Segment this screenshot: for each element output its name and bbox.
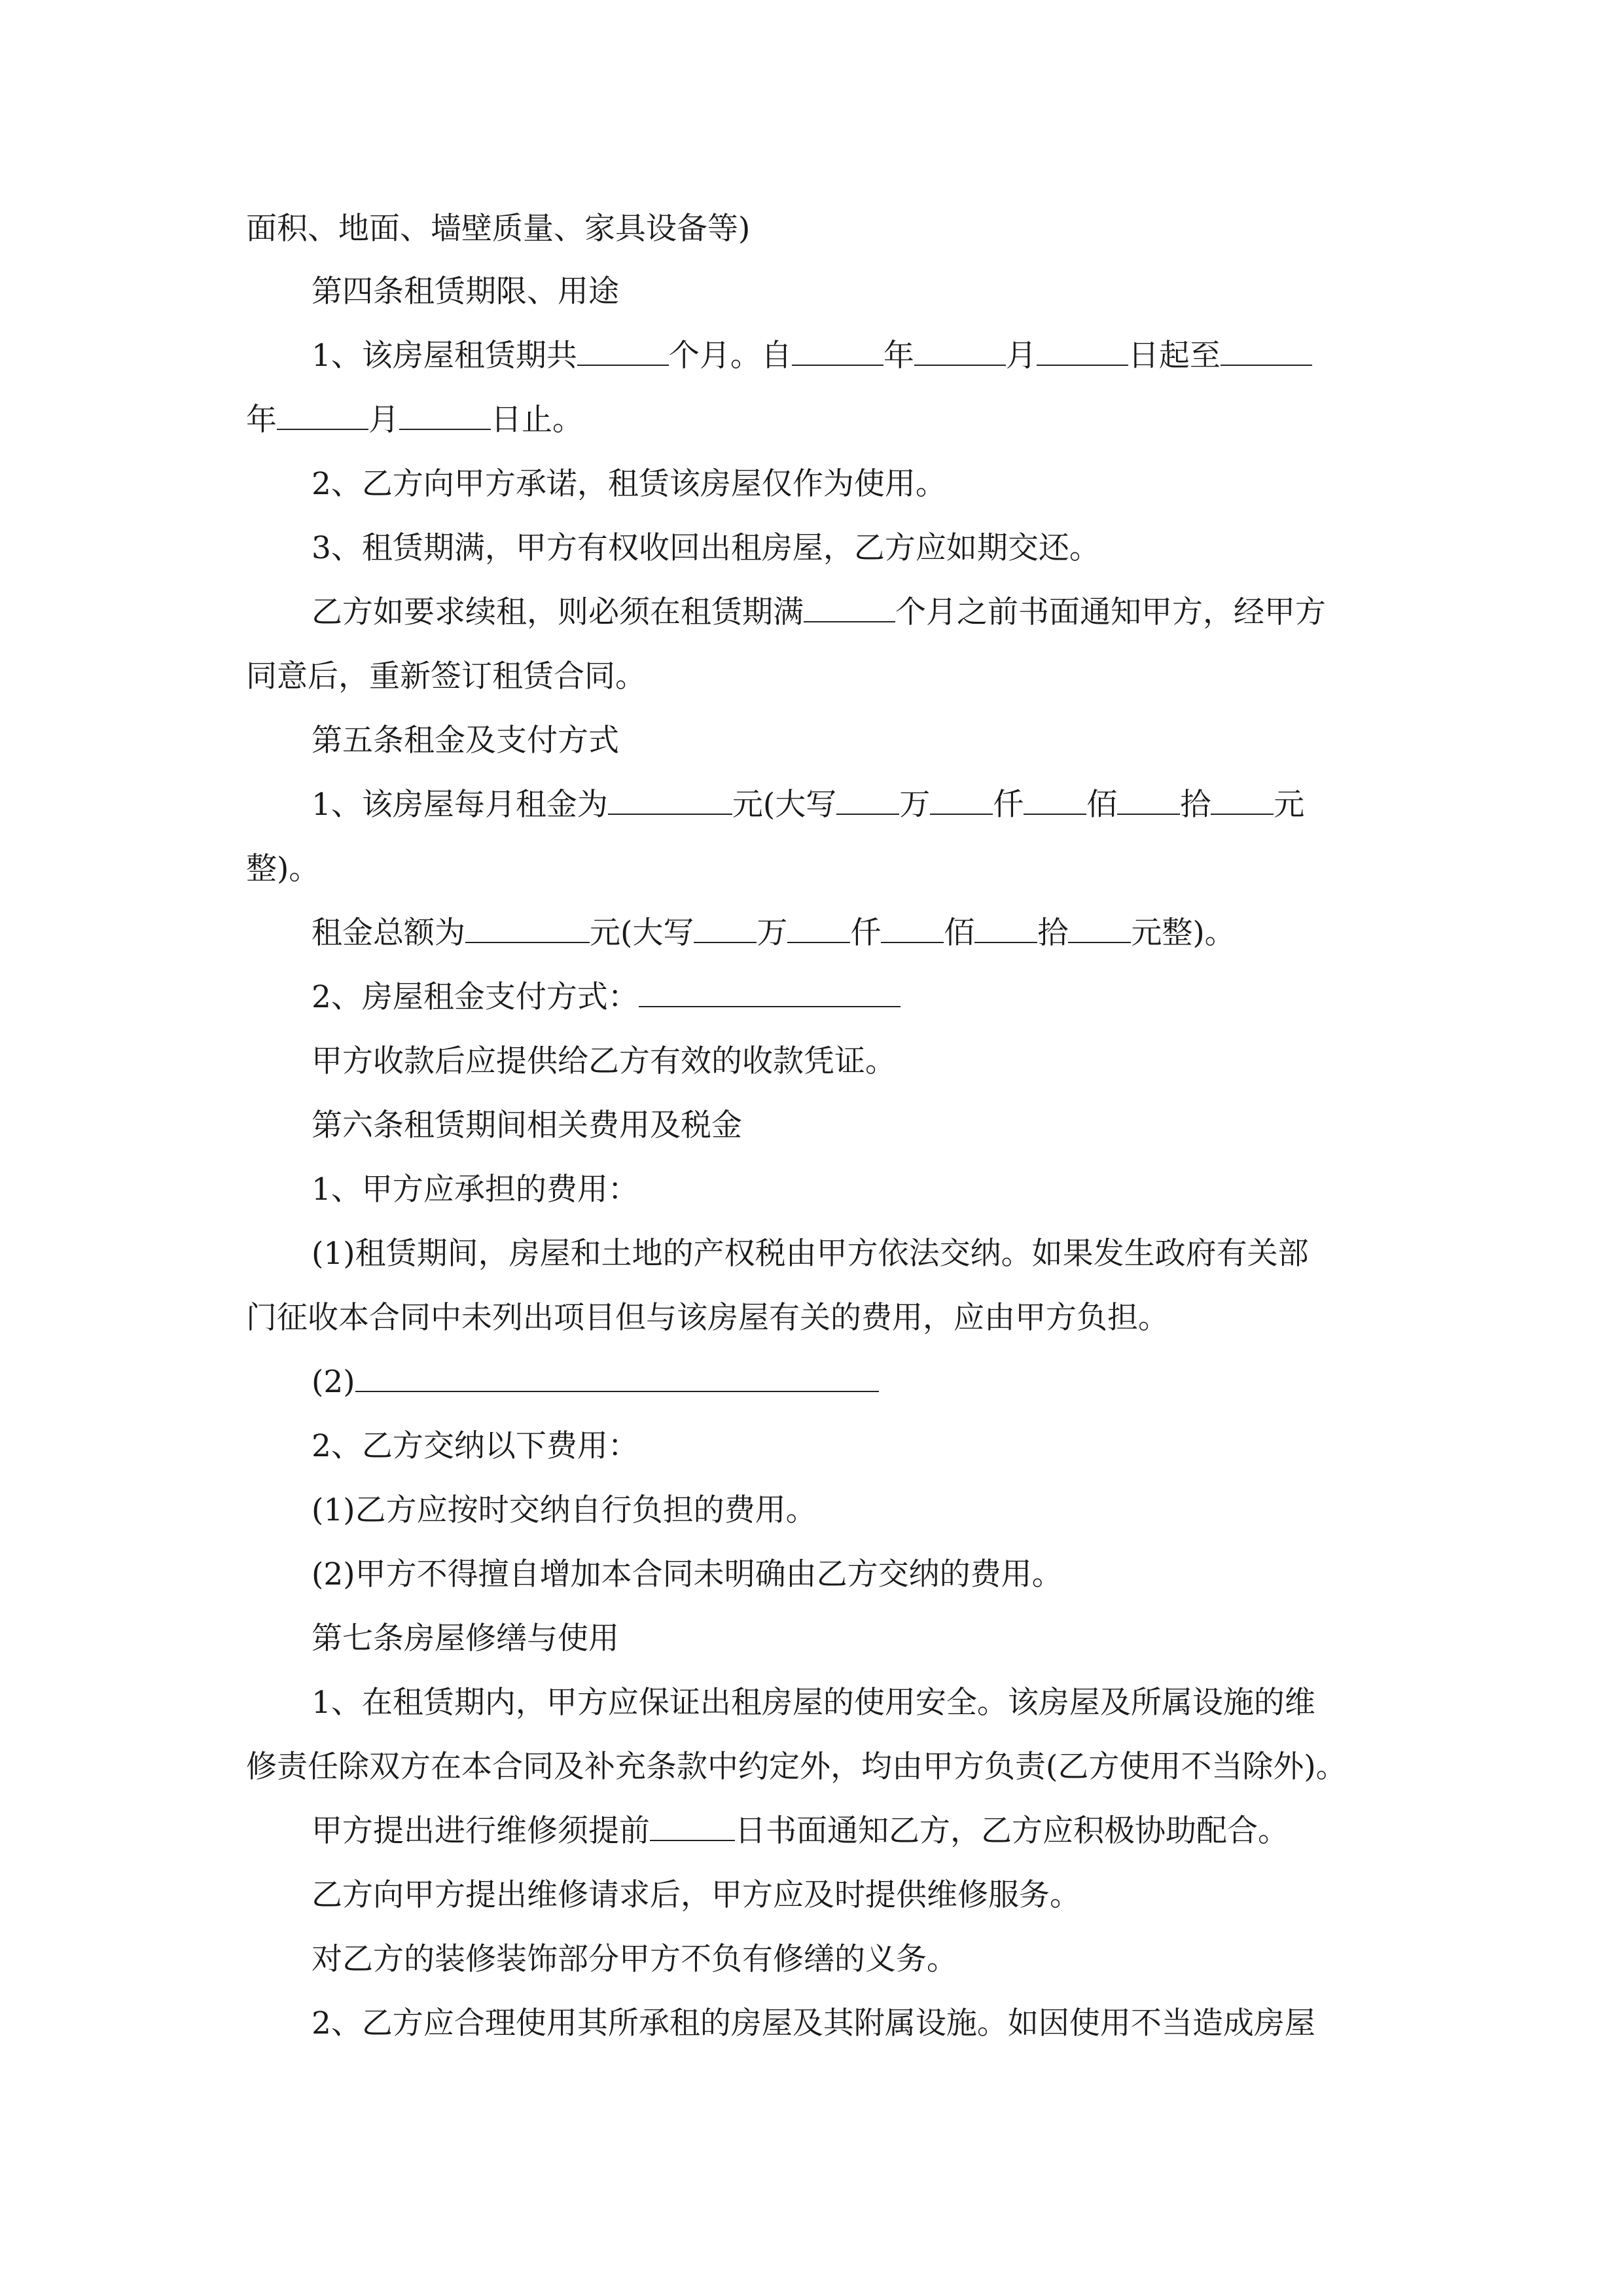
line-text: 日起至 bbox=[1128, 338, 1221, 374]
line-text: 2、乙方应合理使用其所承租的房屋及其附属设施。如因使用不当造成房屋 bbox=[312, 2005, 1315, 2041]
bai-blank bbox=[1024, 785, 1086, 815]
start-day-blank bbox=[1037, 336, 1128, 366]
other-fee-blank bbox=[355, 1362, 879, 1392]
line-text: 整)。 bbox=[246, 851, 320, 887]
line-text: 万 bbox=[899, 787, 931, 823]
text-line-21 bbox=[312, 1490, 1385, 1532]
line-text: 乙方向甲方提出维修请求后，甲方应及时提供维修服务。 bbox=[312, 1877, 1080, 1913]
wan-blank bbox=[836, 785, 899, 815]
total-rent-blank bbox=[465, 913, 590, 943]
heading-text: 第六条租赁期间相关费用及税金 bbox=[312, 1107, 742, 1143]
qian-blank bbox=[930, 785, 993, 815]
end-day-blank bbox=[399, 400, 491, 430]
text-line-16 bbox=[312, 1169, 1385, 1211]
line-text: 甲方提出进行维修须提前 bbox=[312, 1813, 650, 1849]
text-line-26 bbox=[312, 1810, 1385, 1852]
line-text: 仟 bbox=[993, 787, 1024, 823]
line-text: (1)乙方应按时交纳自行负担的费用。 bbox=[312, 1492, 817, 1528]
text-line-14 bbox=[312, 1041, 1385, 1083]
total-qian-blank bbox=[787, 913, 850, 943]
text-line-4 bbox=[246, 399, 1385, 441]
text-line-22 bbox=[312, 1554, 1385, 1596]
text-line-6 bbox=[312, 528, 1385, 569]
line-text: 拾 bbox=[1180, 787, 1211, 823]
line-text: 修责任除双方在本合同及补充条款中约定外，均由甲方负责(乙方使用不当除外)。 bbox=[246, 1749, 1347, 1785]
total-wan-blank bbox=[694, 913, 757, 943]
monthly-rent-blank bbox=[608, 785, 732, 815]
months-blank bbox=[577, 336, 669, 366]
text-line-18 bbox=[246, 1297, 1385, 1339]
line-text: (2)甲方不得擅自增加本合同未明确由乙方交纳的费用。 bbox=[312, 1556, 1063, 1592]
text-line-19 bbox=[312, 1361, 1385, 1403]
heading-text: 第五条租金及支付方式 bbox=[312, 723, 619, 759]
text-line-11 bbox=[246, 848, 1385, 890]
line-text: 元整)。 bbox=[1131, 915, 1236, 951]
text-line-5 bbox=[312, 463, 1385, 505]
article-5-heading bbox=[312, 720, 1385, 762]
line-text: 万 bbox=[757, 915, 788, 951]
line-text: 1、在租赁期内，甲方应保证出租房屋的使用安全。该房屋及所属设施的维 bbox=[312, 1685, 1315, 1721]
line-text: 日书面通知乙方，乙方应积极协助配合。 bbox=[735, 1813, 1289, 1849]
shi-blank bbox=[1117, 785, 1180, 815]
text-line-10 bbox=[312, 784, 1385, 826]
line-text: (2) bbox=[312, 1364, 355, 1400]
start-month-blank bbox=[914, 336, 1006, 366]
article-7-heading bbox=[312, 1618, 1385, 1660]
line-text: 1、该房屋租赁期共 bbox=[312, 338, 577, 374]
repair-notice-days-blank bbox=[650, 1811, 735, 1841]
line-text: 2、房屋租金支付方式： bbox=[312, 979, 639, 1015]
line-text: 面积、地面、墙壁质量、家具设备等) bbox=[246, 211, 751, 247]
line-text: 1、该房屋每月租金为 bbox=[312, 787, 608, 823]
line-text: 3、租赁期满，甲方有权收回出租房屋，乙方应如期交还。 bbox=[312, 530, 1100, 566]
line-text: 个月之前书面通知甲方，经甲方 bbox=[895, 594, 1326, 630]
line-text: 甲方收款后应提供给乙方有效的收款凭证。 bbox=[312, 1043, 896, 1079]
heading-text: 第四条租赁期限、用途 bbox=[312, 274, 619, 310]
line-text: 2、乙方交纳以下费用： bbox=[312, 1428, 639, 1464]
article-4-heading bbox=[312, 271, 1385, 313]
line-text: 个月。自 bbox=[668, 338, 792, 374]
text-line-7 bbox=[312, 592, 1385, 634]
line-text: 仟 bbox=[850, 915, 882, 951]
line-text: 日止。 bbox=[491, 402, 583, 438]
text-line-27 bbox=[312, 1874, 1385, 1916]
total-yuan-blank bbox=[1068, 913, 1131, 943]
line-text: (1)租赁期间，房屋和土地的产权税由甲方依法交纳。如果发生政府有关部 bbox=[312, 1236, 1309, 1272]
line-text: 1、甲方应承担的费用： bbox=[312, 1172, 639, 1208]
line-text: 2、乙方向甲方承诺，租赁该房屋仅作为使用。 bbox=[312, 466, 946, 502]
line-text: 乙方如要求续租，则必须在租赁期满 bbox=[312, 594, 804, 630]
line-text: 同意后，重新签订租赁合同。 bbox=[246, 658, 646, 694]
start-year-blank bbox=[792, 336, 883, 366]
line-text: 年 bbox=[883, 338, 914, 374]
total-bai-blank bbox=[881, 913, 944, 943]
text-line-12 bbox=[312, 912, 1385, 954]
line-text: 拾 bbox=[1037, 915, 1069, 951]
article-6-heading bbox=[312, 1105, 1385, 1147]
text-line-29 bbox=[312, 2003, 1385, 2045]
line-text: 对乙方的装修装饰部分甲方不负有修缮的义务。 bbox=[312, 1941, 957, 1977]
renewal-notice-blank bbox=[804, 592, 895, 622]
text-line-24 bbox=[312, 1682, 1385, 1724]
line-text: 佰 bbox=[944, 915, 975, 951]
text-line-28 bbox=[312, 1939, 1385, 1981]
line-text: 租金总额为 bbox=[312, 915, 465, 951]
line-text: 年 bbox=[246, 402, 277, 438]
end-month-blank bbox=[277, 400, 368, 430]
end-year-blank bbox=[1221, 336, 1312, 366]
text-line-3 bbox=[312, 335, 1385, 377]
total-shi-blank bbox=[974, 913, 1037, 943]
line-text: 元(大写 bbox=[590, 915, 694, 951]
line-text: 月 bbox=[368, 402, 399, 438]
text-line-20 bbox=[312, 1426, 1385, 1467]
line-text: 月 bbox=[1005, 338, 1037, 374]
yuan-blank bbox=[1211, 785, 1274, 815]
text-line-8 bbox=[246, 656, 1385, 698]
line-text: 元(大写 bbox=[732, 787, 837, 823]
line-text: 门征收本合同中未列出项目但与该房屋有关的费用，应由甲方负担。 bbox=[246, 1300, 1169, 1336]
text-line-25 bbox=[246, 1746, 1385, 1788]
text-line-13 bbox=[312, 977, 1385, 1018]
heading-text: 第七条房屋修缮与使用 bbox=[312, 1621, 619, 1657]
text-line-17 bbox=[312, 1233, 1385, 1275]
line-text: 元 bbox=[1274, 787, 1305, 823]
line-text: 佰 bbox=[1086, 787, 1118, 823]
text-line-1 bbox=[246, 208, 1385, 250]
payment-method-blank bbox=[639, 977, 901, 1007]
